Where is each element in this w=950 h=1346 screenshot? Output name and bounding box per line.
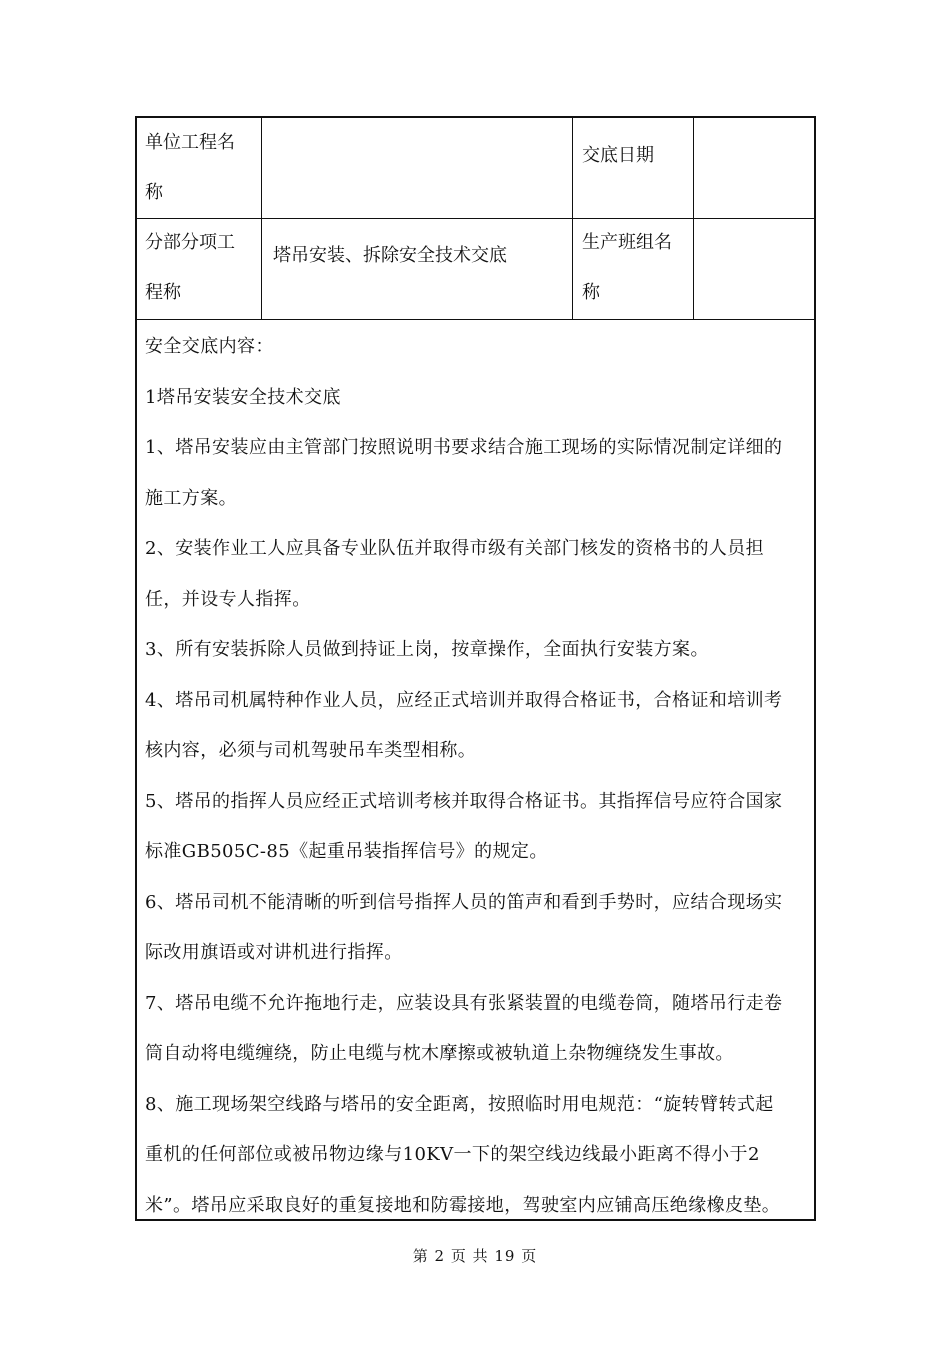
- date-label: 交底日期: [582, 145, 654, 166]
- unit-name-label: [145, 118, 235, 218]
- content-line: 1、塔吊安装应由主管部门按照说明书要求结合施工现场的实际情况制定详细的: [145, 437, 783, 458]
- team-label-line2: 称: [582, 282, 600, 303]
- content-line: 米”。塔吊应采取良好的重复接地和防霉接地，驾驶室内应铺高压绝缘橡皮垫。: [145, 1194, 781, 1216]
- content-line: 标准GB505C-85《起重吊装指挥信号》的规定。: [145, 841, 548, 862]
- unit-name-label-line2: 称: [145, 182, 163, 203]
- disclosure-content: [145, 322, 813, 1231]
- content-line: 重机的任何部位或被吊物边缘与10KV一下的架空线边线最小距离不得小于2: [145, 1144, 760, 1165]
- content-line: 6、塔吊司机不能清晰的听到信号指挥人员的笛声和看到手势时，应结合现场实: [145, 891, 783, 913]
- row-divider-2: [137, 319, 814, 320]
- section-label: [145, 218, 235, 318]
- content-line: 7、塔吊电缆不允许拖地行走，应装设具有张紧装置的电缆卷筒，随塔吊行走卷: [145, 992, 783, 1014]
- content-line: 际改用旗语或对讲机进行指挥。: [145, 942, 403, 963]
- content-line: 核内容，必须与司机驾驶吊车类型相称。: [145, 740, 477, 761]
- section-label-line1: 分部分项工: [145, 232, 235, 253]
- content-line: 4、塔吊司机属特种作业人员，应经正式培训并取得合格证书，合格证和培训考: [145, 689, 783, 711]
- team-label: [582, 218, 672, 318]
- col-divider-2: [572, 118, 573, 319]
- content-line: 5、塔吊的指挥人员应经正式培训考核并取得合格证书。其指挥信号应符合国家: [145, 790, 783, 812]
- section-value: 塔吊安装、拆除安全技术交底: [273, 245, 507, 266]
- row-divider-1: [137, 218, 814, 219]
- section-label-line2: 程称: [145, 282, 181, 303]
- content-line: 施工方案。: [145, 487, 237, 509]
- col-divider-3: [693, 118, 694, 319]
- team-label-line1: 生产班组名: [582, 232, 672, 253]
- col-divider-1: [261, 118, 262, 319]
- page-footer: 第 2 页 共 19 页: [412, 1247, 538, 1265]
- content-line: 8、施工现场架空线路与塔吊的安全距离，按照临时用电规范：“旋转臂转式起: [145, 1093, 774, 1115]
- content-line: 安全交底内容：: [145, 336, 274, 357]
- content-line: 3、所有安装拆除人员做到持证上岗，按章操作，全面执行安装方案。: [145, 639, 709, 660]
- disclosure-table: [135, 116, 816, 1221]
- content-line: 1塔吊安装安全技术交底: [145, 386, 341, 408]
- content-line: 筒自动将电缆缠绕，防止电缆与枕木摩擦或被轨道上杂物缠绕发生事故。: [145, 1043, 734, 1064]
- content-line: 2、安装作业工人应具备专业队伍并取得市级有关部门核发的资格书的人员担: [145, 538, 765, 559]
- content-line: 任，并设专人指挥。: [145, 588, 311, 610]
- unit-name-label-line1: 单位工程名: [145, 132, 235, 153]
